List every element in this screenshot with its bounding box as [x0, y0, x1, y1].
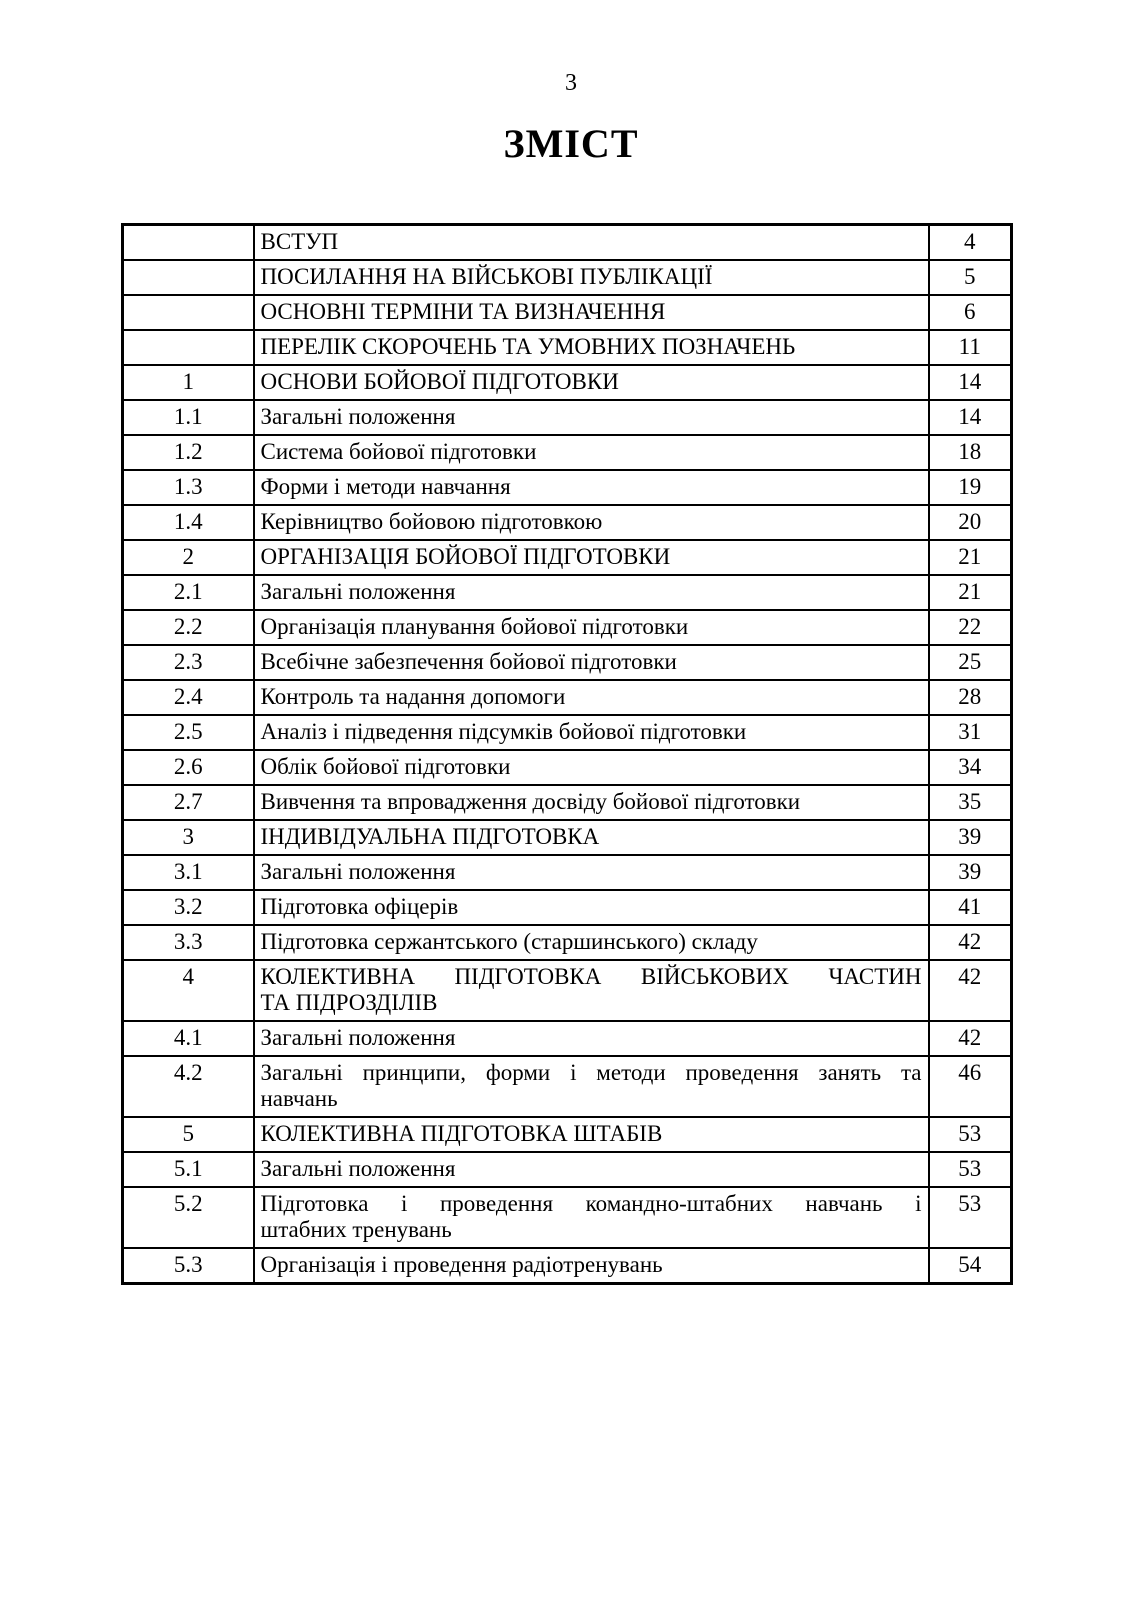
toc-row-page: 19: [929, 470, 1012, 505]
toc-title-line: Загальні положення: [260, 1025, 456, 1050]
toc-row: [123, 260, 1012, 295]
toc-row-title: [254, 785, 929, 820]
toc-row: [123, 610, 1012, 645]
toc-row-title: [254, 365, 929, 400]
toc-row: [123, 925, 1012, 960]
toc-title-line: Організація планування бойової підготовки: [260, 614, 689, 639]
toc-row-page: 42: [929, 925, 1012, 960]
toc-row-title: [254, 470, 929, 505]
toc-row: [123, 1021, 1012, 1056]
toc-row-number: 2.3: [123, 645, 254, 680]
toc-row-number: 4: [123, 960, 254, 1021]
toc-row-page: 21: [929, 575, 1012, 610]
toc-title-line: Загальні положення: [260, 859, 456, 884]
toc-row: [123, 1056, 1012, 1117]
toc-row-title: [254, 400, 929, 435]
toc-row-page: 34: [929, 750, 1012, 785]
toc-row-number: 5: [123, 1117, 254, 1152]
toc-row-page: 20: [929, 505, 1012, 540]
toc-row-number: 2.4: [123, 680, 254, 715]
document-title: ЗМІСТ: [503, 121, 639, 166]
toc-row-number: 2.7: [123, 785, 254, 820]
toc-row: [123, 785, 1012, 820]
toc-row-number: 1.2: [123, 435, 254, 470]
toc-row: [123, 400, 1012, 435]
toc-row: [123, 715, 1012, 750]
toc-row: [123, 295, 1012, 330]
toc-row-page: 39: [929, 820, 1012, 855]
toc-row-number: 2: [123, 540, 254, 575]
toc-row-page: 53: [929, 1117, 1012, 1152]
toc-row-page: 54: [929, 1248, 1012, 1284]
toc-row-number: 2.2: [123, 610, 254, 645]
toc-table: [121, 223, 1013, 1285]
toc-title-line: КОЛЕКТИВНА ПІДГОТОВКА ШТАБІВ: [260, 1121, 663, 1146]
toc-row: [123, 330, 1012, 365]
toc-row-number: 2.6: [123, 750, 254, 785]
toc-row-page: 31: [929, 715, 1012, 750]
toc-title-line: ВСТУП: [260, 229, 339, 254]
toc-row-page: 46: [929, 1056, 1012, 1117]
toc-row-page: 21: [929, 540, 1012, 575]
toc-row-page: 5: [929, 260, 1012, 295]
toc-row-page: 11: [929, 330, 1012, 365]
toc-row-number: 1.4: [123, 505, 254, 540]
toc-row-title: [254, 1152, 929, 1187]
toc-row-number: [123, 225, 254, 261]
toc-row: [123, 820, 1012, 855]
toc-row-title: [254, 1056, 929, 1117]
toc-row-number: 4.1: [123, 1021, 254, 1056]
toc-row-number: 5.2: [123, 1187, 254, 1248]
toc-row-number: 2.1: [123, 575, 254, 610]
toc-row: [123, 365, 1012, 400]
toc-title-line: ІНДИВІДУАЛЬНА ПІДГОТОВКА: [260, 824, 600, 849]
toc-row: [123, 1248, 1012, 1284]
toc-row: [123, 960, 1012, 1021]
toc-row-page: 28: [929, 680, 1012, 715]
toc-row-page: 42: [929, 1021, 1012, 1056]
toc-row-page: 22: [929, 610, 1012, 645]
toc-row-title: [254, 295, 929, 330]
toc-row-number: 3: [123, 820, 254, 855]
toc-row-number: 5.3: [123, 1248, 254, 1284]
toc-row-number: 2.5: [123, 715, 254, 750]
toc-row-page: 25: [929, 645, 1012, 680]
toc-row: [123, 540, 1012, 575]
toc-title-line: Підготовка і проведення командно-штабних навчань і: [260, 1191, 922, 1216]
toc-row-number: [123, 260, 254, 295]
toc-title-line: Система бойової підготовки: [260, 439, 537, 464]
toc-title-line: Підготовка офіцерів: [260, 894, 459, 919]
toc-title-line: Вивчення та впровадження досвіду бойової підготовки: [260, 789, 801, 814]
toc-title-line: Всебічне забезпечення бойової підготовки: [260, 649, 677, 674]
toc-title-line: штабних тренувань: [260, 1217, 452, 1242]
toc-row-title: [254, 820, 929, 855]
toc-row: [123, 750, 1012, 785]
toc-row-title: [254, 260, 929, 295]
toc-row-number: 5.1: [123, 1152, 254, 1187]
toc-title-line: Контроль та надання допомоги: [260, 684, 566, 709]
toc-row-number: 3.1: [123, 855, 254, 890]
toc-title-line: Загальні принципи, форми і методи проведення занять та: [260, 1060, 922, 1085]
toc-row-number: 1.3: [123, 470, 254, 505]
toc-row-title: [254, 1248, 929, 1284]
toc-title-line: навчань: [260, 1086, 338, 1111]
toc-row: [123, 1152, 1012, 1187]
toc-row-title: [254, 750, 929, 785]
toc-row: [123, 1117, 1012, 1152]
toc-row-page: 18: [929, 435, 1012, 470]
toc-row-number: 3.3: [123, 925, 254, 960]
toc-row-number: 1.1: [123, 400, 254, 435]
toc-title-line: Організація і проведення радіотренувань: [260, 1252, 663, 1277]
toc-row-title: [254, 330, 929, 365]
toc-row-number: 1: [123, 365, 254, 400]
toc-row-page: 53: [929, 1152, 1012, 1187]
toc-row: [123, 855, 1012, 890]
toc-title-line: Загальні положення: [260, 579, 456, 604]
toc-row: [123, 470, 1012, 505]
toc-title-line: Підготовка сержантського (старшинського) складу: [260, 929, 758, 954]
toc-row-page: 4: [929, 225, 1012, 261]
toc-title-line: ПОСИЛАННЯ НА ВІЙСЬКОВІ ПУБЛІКАЦІЇ: [260, 264, 713, 289]
toc-row-title: [254, 610, 929, 645]
toc-row-title: [254, 680, 929, 715]
toc-row: [123, 225, 1012, 261]
toc-row-title: [254, 715, 929, 750]
toc-row-page: 39: [929, 855, 1012, 890]
toc-row: [123, 645, 1012, 680]
toc-title-line: ПЕРЕЛІК СКОРОЧЕНЬ ТА УМОВНИХ ПОЗНАЧЕНЬ: [260, 334, 796, 359]
toc-row-number: [123, 295, 254, 330]
toc-row-title: [254, 225, 929, 261]
toc-title-line: Керівництво бойовою підготовкою: [260, 509, 603, 534]
toc-row-title: [254, 1021, 929, 1056]
toc-row-page: 14: [929, 365, 1012, 400]
toc-row-title: [254, 540, 929, 575]
toc-row-title: [254, 1187, 929, 1248]
toc-row-title: [254, 960, 929, 1021]
toc-title-line: Аналіз і підведення підсумків бойової підготовки: [260, 719, 747, 744]
toc-row-number: [123, 330, 254, 365]
toc-row: [123, 575, 1012, 610]
toc-title-line: КОЛЕКТИВНА ПІДГОТОВКА ВІЙСЬКОВИХ ЧАСТИН: [260, 964, 922, 989]
toc-title-line: ОРГАНІЗАЦІЯ БОЙОВОЇ ПІДГОТОВКИ: [260, 544, 671, 569]
toc-row: [123, 680, 1012, 715]
toc-row-title: [254, 855, 929, 890]
toc-row-title: [254, 925, 929, 960]
toc-row-page: 35: [929, 785, 1012, 820]
toc-title-line: ТА ПІДРОЗДІЛІВ: [260, 990, 438, 1015]
toc-title-line: Форми і методи навчання: [260, 474, 511, 499]
toc-row-page: 53: [929, 1187, 1012, 1248]
toc-row-title: [254, 505, 929, 540]
toc-row-page: 41: [929, 890, 1012, 925]
toc-row: [123, 435, 1012, 470]
toc-row: [123, 505, 1012, 540]
toc-row: [123, 1187, 1012, 1248]
toc-title-line: Загальні положення: [260, 404, 456, 429]
toc-row-number: 4.2: [123, 1056, 254, 1117]
toc-title-line: Загальні положення: [260, 1156, 456, 1181]
toc-title-line: ОСНОВНІ ТЕРМІНИ ТА ВИЗНАЧЕННЯ: [260, 299, 666, 324]
toc-row-title: [254, 890, 929, 925]
toc-title-line: ОСНОВИ БОЙОВОЇ ПІДГОТОВКИ: [260, 369, 619, 394]
toc-row-title: [254, 645, 929, 680]
page-number: 3: [565, 70, 577, 96]
toc-row-title: [254, 1117, 929, 1152]
toc-row-number: 3.2: [123, 890, 254, 925]
toc-row-title: [254, 435, 929, 470]
toc-row-page: 6: [929, 295, 1012, 330]
toc-row-page: 14: [929, 400, 1012, 435]
toc-title-line: Облік бойової підготовки: [260, 754, 511, 779]
toc-row: [123, 890, 1012, 925]
toc-row-page: 42: [929, 960, 1012, 1021]
toc-row-title: [254, 575, 929, 610]
